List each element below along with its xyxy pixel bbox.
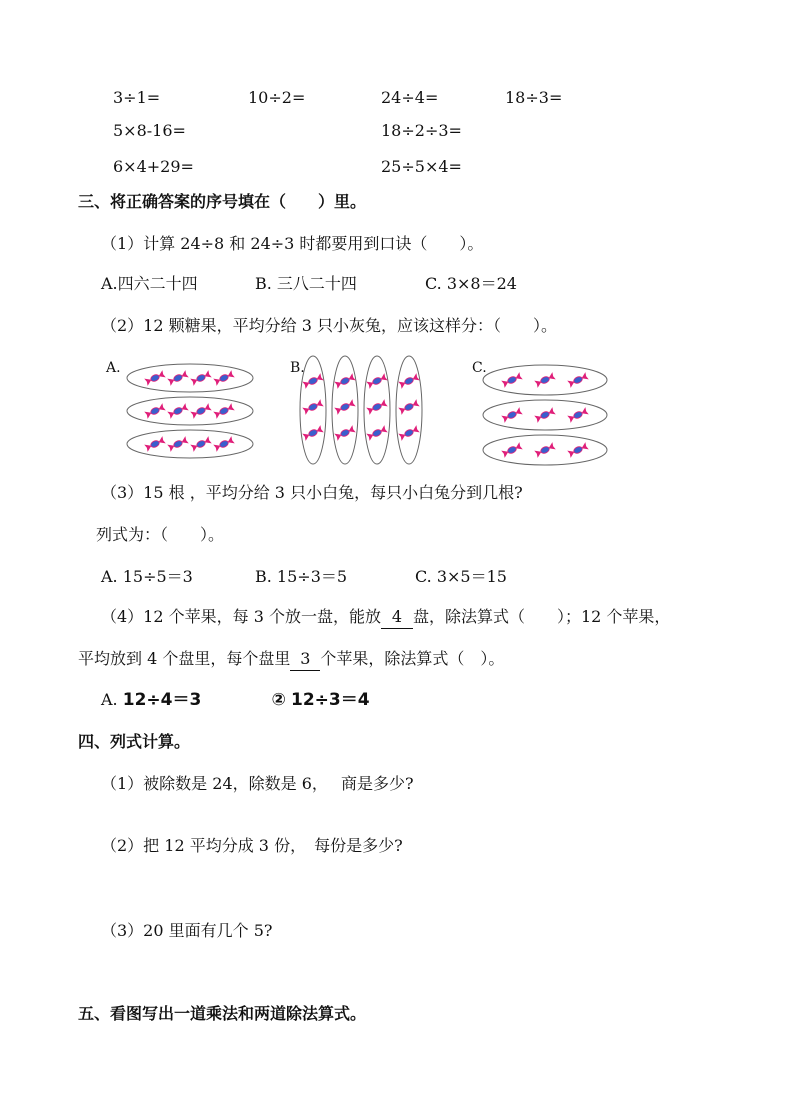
candy-icon — [213, 436, 235, 452]
q1-option-c: C. 3×8＝24 — [425, 274, 517, 293]
section4-title: 四、列式计算。 — [78, 732, 191, 751]
candy-icon — [167, 403, 189, 419]
candy-icon — [501, 407, 523, 423]
q4-part2: 盘，除法算式（ ）；12 个苹果， — [412, 607, 671, 626]
candy-icon — [501, 442, 523, 458]
section4-q1: （1）被除数是 24，除数是 6， 商是多少? — [101, 774, 414, 793]
candy-icon — [144, 436, 166, 452]
q4-options — [101, 689, 370, 711]
q4-part1: （4）12 个苹果，每 3 个放一盘，能放 — [101, 607, 381, 626]
candy-icon — [144, 370, 166, 386]
q3-option-b: B. 15÷3＝5 — [255, 567, 348, 586]
section3-title: 三、将正确答案的序号填在（ ）里。 — [78, 192, 367, 211]
candy-icon — [567, 372, 589, 388]
calc-3div1: 3÷1= — [113, 88, 161, 107]
calc-6x4plus29: 6×4+29= — [113, 157, 194, 176]
q4-option-b-eq: 12÷3＝4 — [290, 690, 370, 710]
candy-icon — [167, 370, 189, 386]
group-ellipse — [127, 397, 253, 425]
candy-icon — [144, 403, 166, 419]
candy-icon — [334, 425, 356, 441]
q4-part3: 平均放到 4 个盘里，每个盘里 — [78, 649, 291, 668]
q4-line2 — [78, 648, 504, 671]
candy-icon — [190, 370, 212, 386]
q4-option-a-eq: 12÷4＝3 — [122, 690, 202, 710]
candy-icon — [534, 372, 556, 388]
group-ellipse — [127, 364, 253, 392]
calc-18div3: 18÷3= — [505, 88, 563, 107]
calc-25div5x4: 25÷5×4= — [381, 157, 462, 176]
q2-label-c: C. — [472, 360, 487, 376]
candy-group-a — [120, 358, 260, 473]
candy-icon — [302, 425, 324, 441]
candy-icon — [567, 407, 589, 423]
candy-icon — [534, 442, 556, 458]
q1-option-b: B. 三八二十四 — [255, 274, 357, 293]
q4-blank2: 3 — [290, 648, 320, 671]
q4-option-a-label: A. — [101, 690, 118, 709]
candy-icon — [334, 373, 356, 389]
candy-icon — [190, 403, 212, 419]
q1-option-a: A.四六二十四 — [101, 274, 198, 293]
candy-icon — [190, 436, 212, 452]
candy-icon — [213, 370, 235, 386]
calc-18div2div3: 18÷2÷3= — [381, 121, 462, 140]
candy-icon — [167, 436, 189, 452]
candy-icon — [398, 425, 420, 441]
calc-10div2: 10÷2= — [248, 88, 306, 107]
calc-24div4: 24÷4= — [381, 88, 439, 107]
q3-option-c: C. 3×5＝15 — [415, 567, 507, 586]
candy-icon — [366, 425, 388, 441]
q3-formula: 列式为：（ ）。 — [96, 525, 225, 544]
q3-text: （3）15 根 ，平均分给 3 只小白兔，每只小白兔分到几根? — [101, 483, 523, 502]
q4-line1 — [101, 606, 670, 629]
q4-blank1: 4 — [381, 606, 413, 629]
candy-icon — [398, 373, 420, 389]
q3-option-a: A. 15÷5＝3 — [101, 567, 193, 586]
group-ellipse — [127, 430, 253, 458]
candy-icon — [534, 407, 556, 423]
candy-icon — [334, 399, 356, 415]
candy-icon — [366, 399, 388, 415]
section5-title: 五、看图写出一道乘法和两道除法算式。 — [78, 1004, 367, 1023]
section4-q2: （2）把 12 平均分成 3 份， 每份是多少? — [101, 836, 403, 855]
candy-icon — [366, 373, 388, 389]
q2-label-b: B. — [290, 360, 305, 376]
q4-part4: 个苹果，除法算式（ ）。 — [320, 649, 505, 668]
q2-label-a: A. — [106, 360, 121, 376]
candy-icon — [213, 403, 235, 419]
q4-option-b-label: ② — [271, 690, 286, 710]
q1-text: （1）计算 24÷8 和 24÷3 时都要用到口诀（ ）。 — [101, 234, 484, 253]
candy-icon — [398, 399, 420, 415]
candy-icon — [567, 442, 589, 458]
candy-group-b — [294, 355, 434, 470]
candy-icon — [302, 399, 324, 415]
candy-icon — [501, 372, 523, 388]
candy-group-c — [480, 360, 620, 475]
section4-q3: （3）20 里面有几个 5? — [101, 921, 273, 940]
candy-icon — [302, 373, 324, 389]
calc-5x8minus16: 5×8-16= — [113, 121, 186, 140]
q2-text: （2）12 颗糖果，平均分给 3 只小灰兔，应该这样分：（ ）。 — [101, 316, 557, 335]
